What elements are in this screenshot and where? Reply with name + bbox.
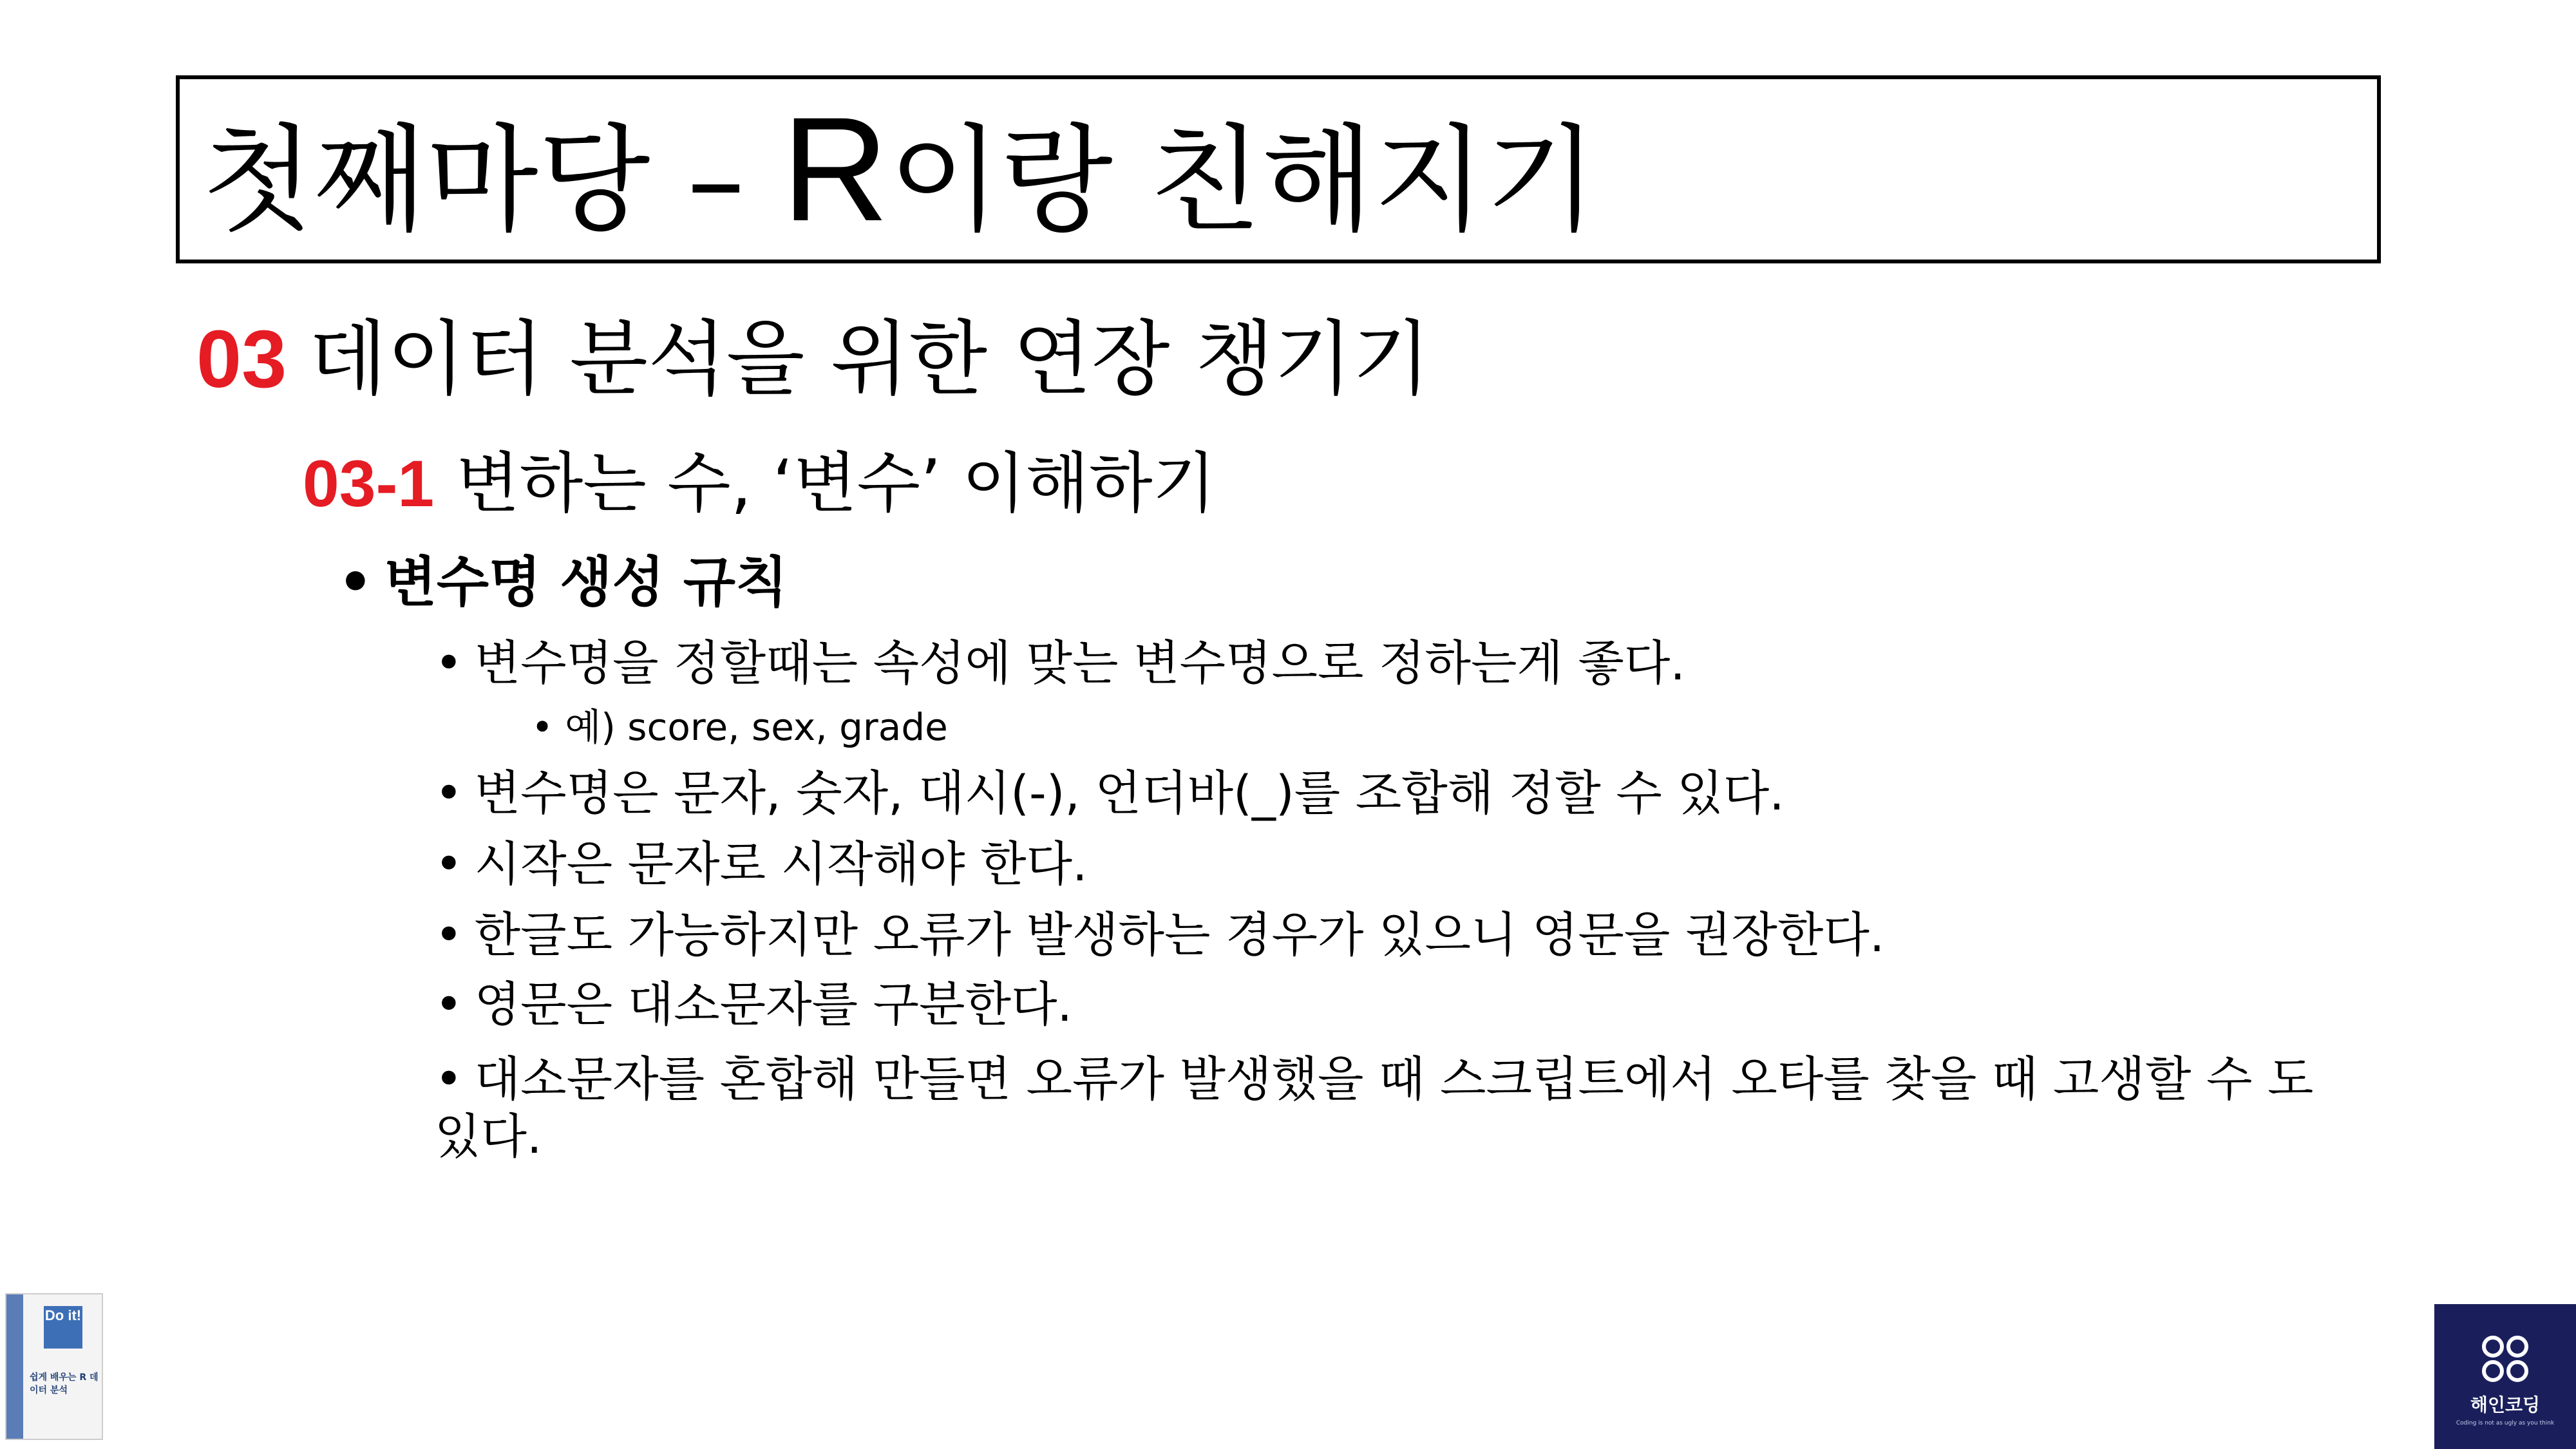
bullet-dot: • [531, 705, 554, 749]
cover-title: 쉽게 배우는 R 데이터 분석 [30, 1372, 99, 1396]
bullet-text: 영문은 대소문자를 구분한다. [474, 977, 1073, 1032]
book-cover-image [5, 1293, 103, 1440]
bullet-dot: • [338, 551, 373, 614]
bullet-text: 대소문자를 혼합해 만들면 오류가 발생했을 때 스크립트에서 오타를 찾을 때 고생할 수 도 있다. [435, 1052, 2314, 1164]
logo-name: 해인코딩 [2470, 1394, 2541, 1416]
bullet-item [435, 977, 1073, 1032]
heading-bullet [338, 551, 788, 614]
example-text: 예) score, sex, grade [565, 705, 948, 749]
bullet-text: 한글도 가능하지만 오류가 발생하는 경우가 있으니 영문을 권장한다. [474, 907, 1885, 963]
bullet-item [435, 766, 1785, 821]
section-number: 03 [196, 314, 287, 404]
slide-title [202, 86, 1598, 252]
brand-logo [2434, 1304, 2576, 1449]
bullet-item [435, 837, 1088, 892]
bullet-dot: • [435, 766, 463, 821]
bullet-text: 시작은 문자로 시작해야 한다. [474, 837, 1088, 892]
bullet-item [435, 636, 1685, 691]
section-heading [196, 312, 1431, 406]
cover-stripe [6, 1294, 23, 1439]
bullet-dot: • [435, 636, 463, 691]
subsection-heading [303, 446, 1217, 522]
bullet-item [435, 1051, 2354, 1166]
title-suffix: 이랑 친해지기 [889, 113, 1598, 248]
bullet-dot: • [435, 1052, 463, 1107]
cover-badge: Do it! [44, 1306, 82, 1349]
bullet-dot: • [435, 977, 463, 1032]
title-prefix: 첫째마당 – [202, 113, 782, 248]
clover-icon [2475, 1335, 2535, 1383]
bullet-dot: • [435, 837, 463, 892]
bullet-item [435, 907, 1885, 963]
logo-tagline: Coding is not as ugly as you think [2456, 1420, 2555, 1426]
bullet-text: 변수명을 정할때는 속성에 맞는 변수명으로 정하는게 좋다. [474, 636, 1685, 691]
bullet-text: 변수명은 문자, 숫자, 대시(-), 언더바(_)를 조합해 정할 수 있다. [474, 766, 1785, 821]
title-big-letter: R [781, 86, 889, 252]
subsection-label: 변하는 수, ‘변수’ 이해하기 [456, 446, 1217, 522]
section-label: 데이터 분석을 위한 연장 챙기기 [308, 312, 1431, 406]
example-bullet [531, 705, 948, 749]
title-box [176, 75, 2381, 263]
subsection-number: 03-1 [303, 447, 435, 520]
bullet-dot: • [435, 907, 463, 963]
heading-bullet-text: 변수명 생성 규칙 [384, 551, 788, 614]
